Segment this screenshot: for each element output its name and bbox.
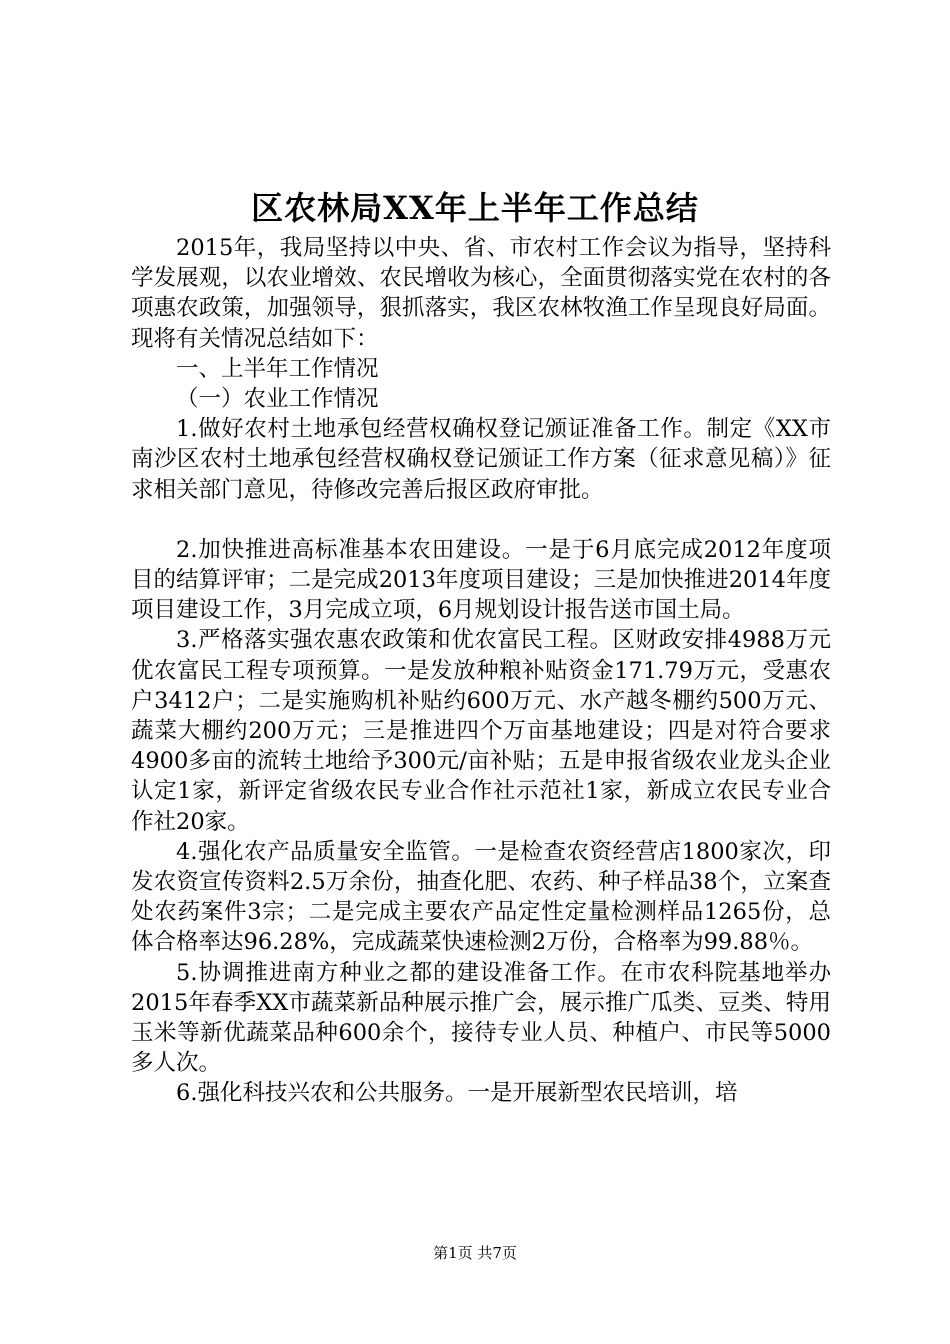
paragraph-item-3: 3.严格落实强农惠农政策和优农富民工程。区财政安排4988万元优农富民工程专项预算。一是发放种粮补贴资金171.79万元，受惠农户3412户；二是实施购机补贴约600万元、水产越冬棚约500万元、蔬菜大棚约200万元；三是推进四个万亩基地建设；四是对符合要求4900多亩的流转土地给予300元/亩补贴；五是申报省级农业龙头企业认定1家，新评定省级农民专业合作社示范社1家，新成立农民专业合作社20家。 (131, 627, 831, 835)
intro-paragraph: 2015年，我局坚持以中央、省、市农村工作会议为指导，坚持科学发展观，以农业增效、农民增收为核心，全面贯彻落实党在农村的各项惠农政策，加强领导，狠抓落实，我区农林牧渔工作呈现良好局面。现将有关情况总结如下： (131, 235, 831, 352)
paragraph-item-1: 1.做好农村土地承包经营权确权登记颁证准备工作。制定《XX市南沙区农村土地承包经营权确权登记颁证工作方案（征求意见稿）》征求相关部门意见，待修改完善后报区政府审批。 (131, 416, 831, 503)
paragraph-item-5: 5.协调推进南方种业之都的建设准备工作。在市农科院基地举办2015年春季XX市蔬菜新品种展示推广会，展示推广瓜类、豆类、特用玉米等新优蔬菜品种600余个，接待专业人员、种植户、市民等5000多人次。 (131, 959, 831, 1077)
paragraph-item-4: 4.强化农产品质量安全监管。一是检查农资经营店1800家次，印发农资宣传资料2.5万余份，抽查化肥、农药、种子样品38个，立案查处农药案件3宗；二是完成主要农产品定性定量检测样品1265份，总体合格率达96.28%，完成蔬菜快速检测2万份，合格率为99.88％。 (131, 838, 831, 956)
paragraph-item-2: 2.加快推进高标准基本农田建设。一是于6月底完成2012年度项目的结算评审；二是完成2013年度项目建设；三是加快推进2014年度项目建设工作，3月完成立项，6月规划设计报告送市国土局。 (131, 536, 831, 624)
document-title: 区农林局XX年上半年工作总结 (251, 189, 699, 227)
subsection-heading-agriculture: （一）农业工作情况 (176, 386, 379, 413)
section-heading-first-half-work: 一、上半年工作情况 (176, 355, 379, 382)
page-number-footer: 第1页 共7页 (433, 1244, 517, 1262)
paragraph-item-6: 6.强化科技兴农和公共服务。一是开展新型农民培训，培 (176, 1080, 738, 1107)
document-body (131, 233, 831, 1109)
